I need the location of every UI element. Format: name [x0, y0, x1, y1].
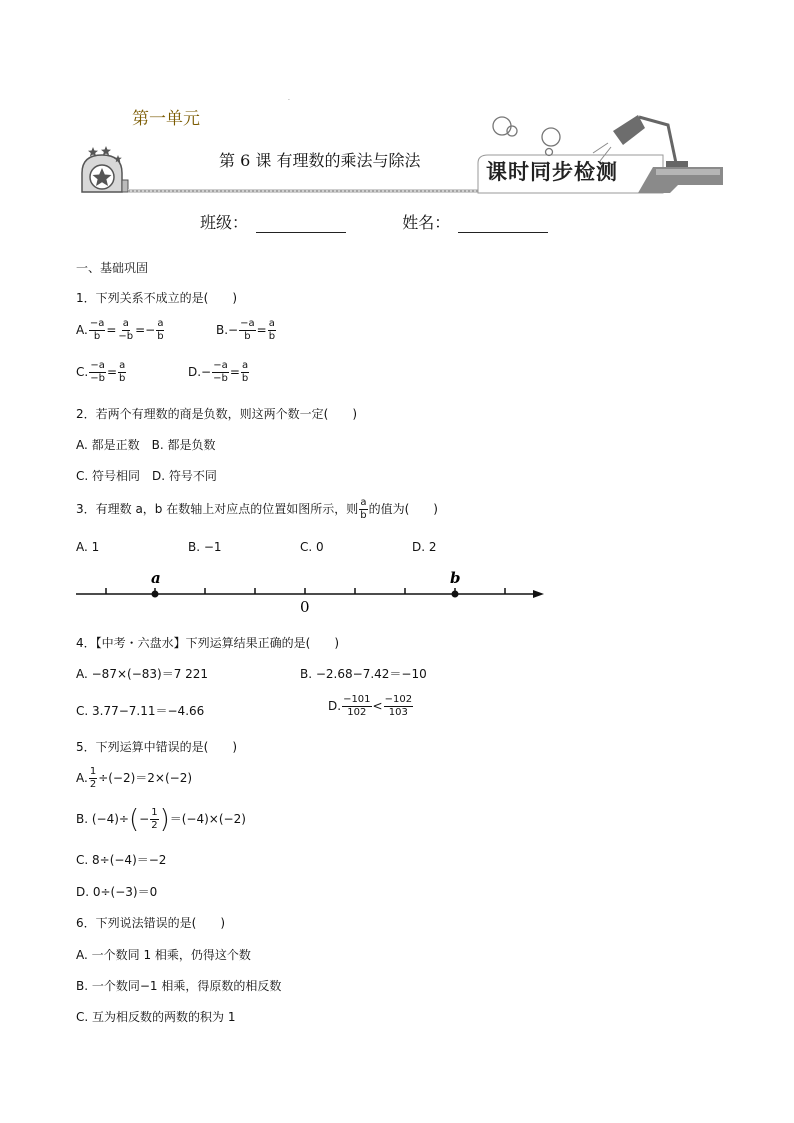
q4-option-b: B. −2.68−7.42＝−10 [300, 667, 427, 681]
name-blank[interactable] [458, 217, 548, 233]
label-zero: 0 [300, 598, 310, 616]
q1-option-c: C. $\frac{-a}{-b}$ = $\frac{a}{b}$ [76, 360, 126, 384]
svg-text:·: · [288, 97, 290, 104]
lesson-title: 第 6 课 有理数的乘法与除法 [219, 151, 421, 170]
label-b: b [450, 569, 461, 587]
q1-option-b: B.− $\frac{-a}{b}$ = $\frac{a}{b}$ [216, 318, 276, 342]
q4-option-d: D. $\frac{-101}{102}$ < $\frac{-102}{103}$ [328, 694, 413, 718]
q4-option-c: C. 3.77−7.11＝−4.66 [76, 704, 205, 718]
point-b [452, 591, 459, 598]
number-line [70, 566, 550, 616]
star-badge-icon [82, 146, 128, 192]
q1-option-a: A. $\frac{-a}{b}$ = $\frac{a}{-b}$ =− $\frac{a}{b}$ [76, 318, 164, 342]
banner-title: 课时同步检测 [486, 159, 618, 184]
student-info-line [200, 210, 548, 233]
class-label: 班级： [200, 213, 249, 232]
class-blank[interactable] [256, 217, 346, 233]
axis-arrow-icon [533, 590, 544, 598]
q3-option-d: D. 2 [412, 540, 437, 554]
q6-option-a: A. 一个数同 1 相乘，仍得这个数 [76, 948, 251, 962]
q3-stem: 3．有理数 a，b 在数轴上对应点的位置如图所示，则 $\frac{a}{b}$ 的值为( ) [76, 497, 438, 521]
name-label: 姓名： [402, 213, 451, 232]
q4-stem: 4．【中考・六盘水】下列运算结果正确的是( ) [76, 636, 339, 650]
q2-options-ab: A. 都是正数 B. 都是负数 [76, 438, 216, 452]
q5-option-b: B. (−4)÷(− $\frac{1}{2}$ )＝(−4)×(−2) [76, 804, 246, 835]
unit-label: 第一单元 [132, 109, 200, 129]
q6-stem: 6．下列说法错误的是( ) [76, 916, 225, 930]
q6-option-c: C. 互为相反数的两数的积为 1 [76, 1010, 236, 1024]
label-a: a [151, 569, 161, 587]
q5-option-a: A. $\frac{1}{2}$ ÷(−2)＝2×(−2) [76, 766, 193, 790]
q4-option-a: A. −87×(−83)＝7 221 [76, 667, 209, 681]
q5-option-d: D. 0÷(−3)＝0 [76, 885, 158, 899]
q2-stem: 2．若两个有理数的商是负数，则这两个数一定( ) [76, 407, 358, 421]
q6-option-b: B. 一个数同−1 相乘，得原数的相反数 [76, 979, 282, 993]
q1-option-d: D.− $\frac{-a}{-b}$ = $\frac{a}{b}$ [188, 360, 249, 384]
section-heading: 一、基础巩固 [76, 261, 149, 275]
q5-option-c: C. 8÷(−4)＝−2 [76, 853, 167, 867]
point-a [152, 591, 159, 598]
q3-option-a: A. 1 [76, 540, 100, 554]
q3-option-c: C. 0 [300, 540, 324, 554]
q1-stem: 1．下列关系不成立的是( ) [76, 291, 237, 305]
q5-stem: 5．下列运算中错误的是( ) [76, 740, 237, 754]
q3-option-b: B. −1 [188, 540, 222, 554]
q2-options-cd: C. 符号相同 D. 符号不同 [76, 469, 217, 483]
